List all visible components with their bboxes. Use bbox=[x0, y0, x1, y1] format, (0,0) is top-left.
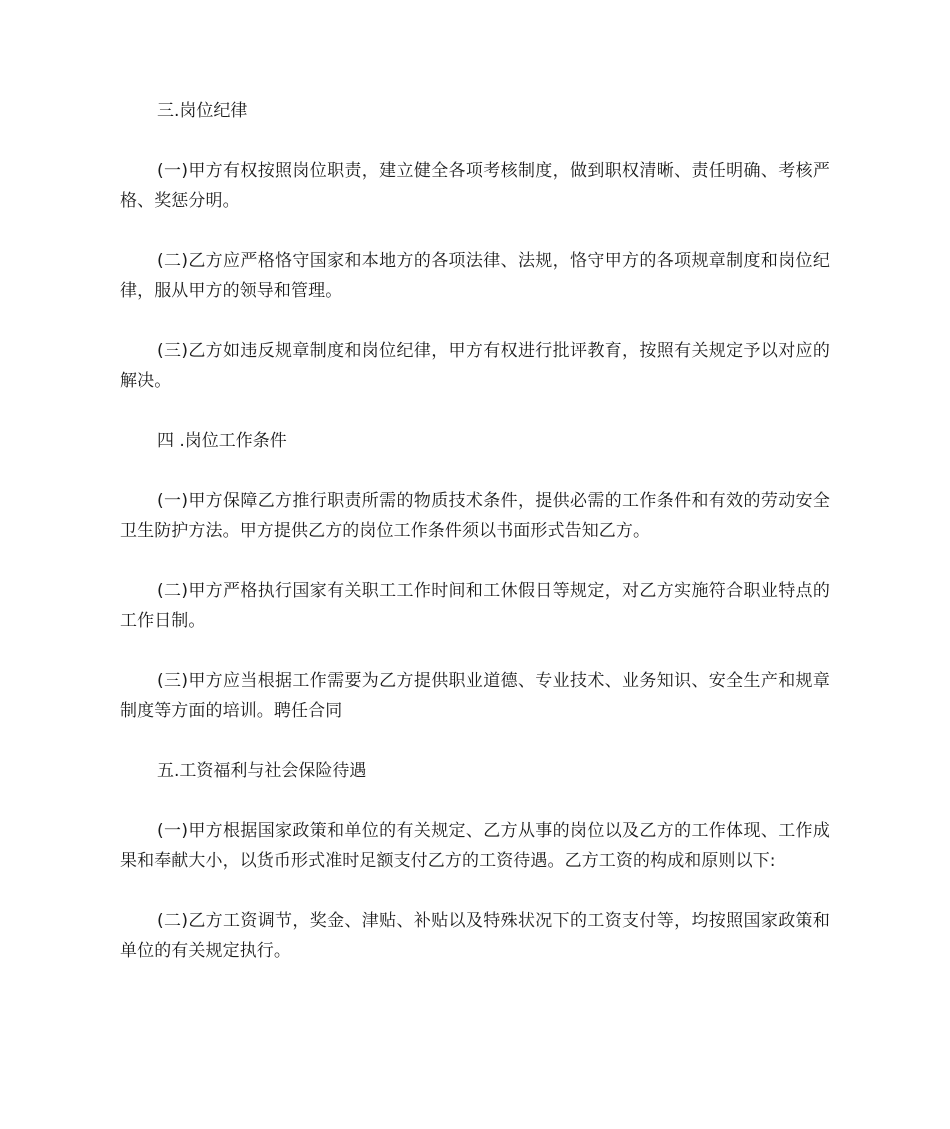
paragraph: (一)甲方根据国家政策和单位的有关规定、乙方从事的岗位以及乙方的工作体现、工作成果和奉献大小，以货币形式准时足额支付乙方的工资待遇。乙方工资的构成和原则以下: bbox=[120, 821, 830, 871]
paragraph: (一)甲方保障乙方推行职责所需的物质技术条件，提供必需的工作条件和有效的劳动安全卫生防护方法。甲方提供乙方的岗位工作条件须以书面形式告知乙方。 bbox=[120, 491, 830, 541]
paragraph: (二)乙方应严格恪守国家和本地方的各项法律、法规，恪守甲方的各项规章制度和岗位纪律，服从甲方的领导和管理。 bbox=[120, 251, 830, 301]
paragraph: (一)甲方有权按照岗位职责，建立健全各项考核制度，做到职权清晰、责任明确、考核严格、奖惩分明。 bbox=[120, 161, 830, 211]
paragraph: (三)乙方如违反规章制度和岗位纪律，甲方有权进行批评教育，按照有关规定予以对应的解决。 bbox=[120, 341, 830, 391]
section-heading-5: 五.工资福利与社会保险待遇 bbox=[157, 761, 367, 781]
paragraph: (二)乙方工资调节，奖金、津贴、补贴以及特殊状况下的工资支付等，均按照国家政策和单位的有关规定执行。 bbox=[120, 911, 830, 961]
document-body bbox=[120, 96, 830, 996]
paragraph: (三)甲方应当根据工作需要为乙方提供职业道德、专业技术、业务知识、安全生产和规章制度等方面的培训。聘任合同 bbox=[120, 671, 830, 721]
paragraph: (二)甲方严格执行国家有关职工工作时间和工休假日等规定，对乙方实施符合职业特点的工作日制。 bbox=[120, 581, 830, 631]
section-heading-3: 三.岗位纪律 bbox=[157, 101, 248, 121]
section-heading-4: 四 .岗位工作条件 bbox=[157, 431, 287, 451]
